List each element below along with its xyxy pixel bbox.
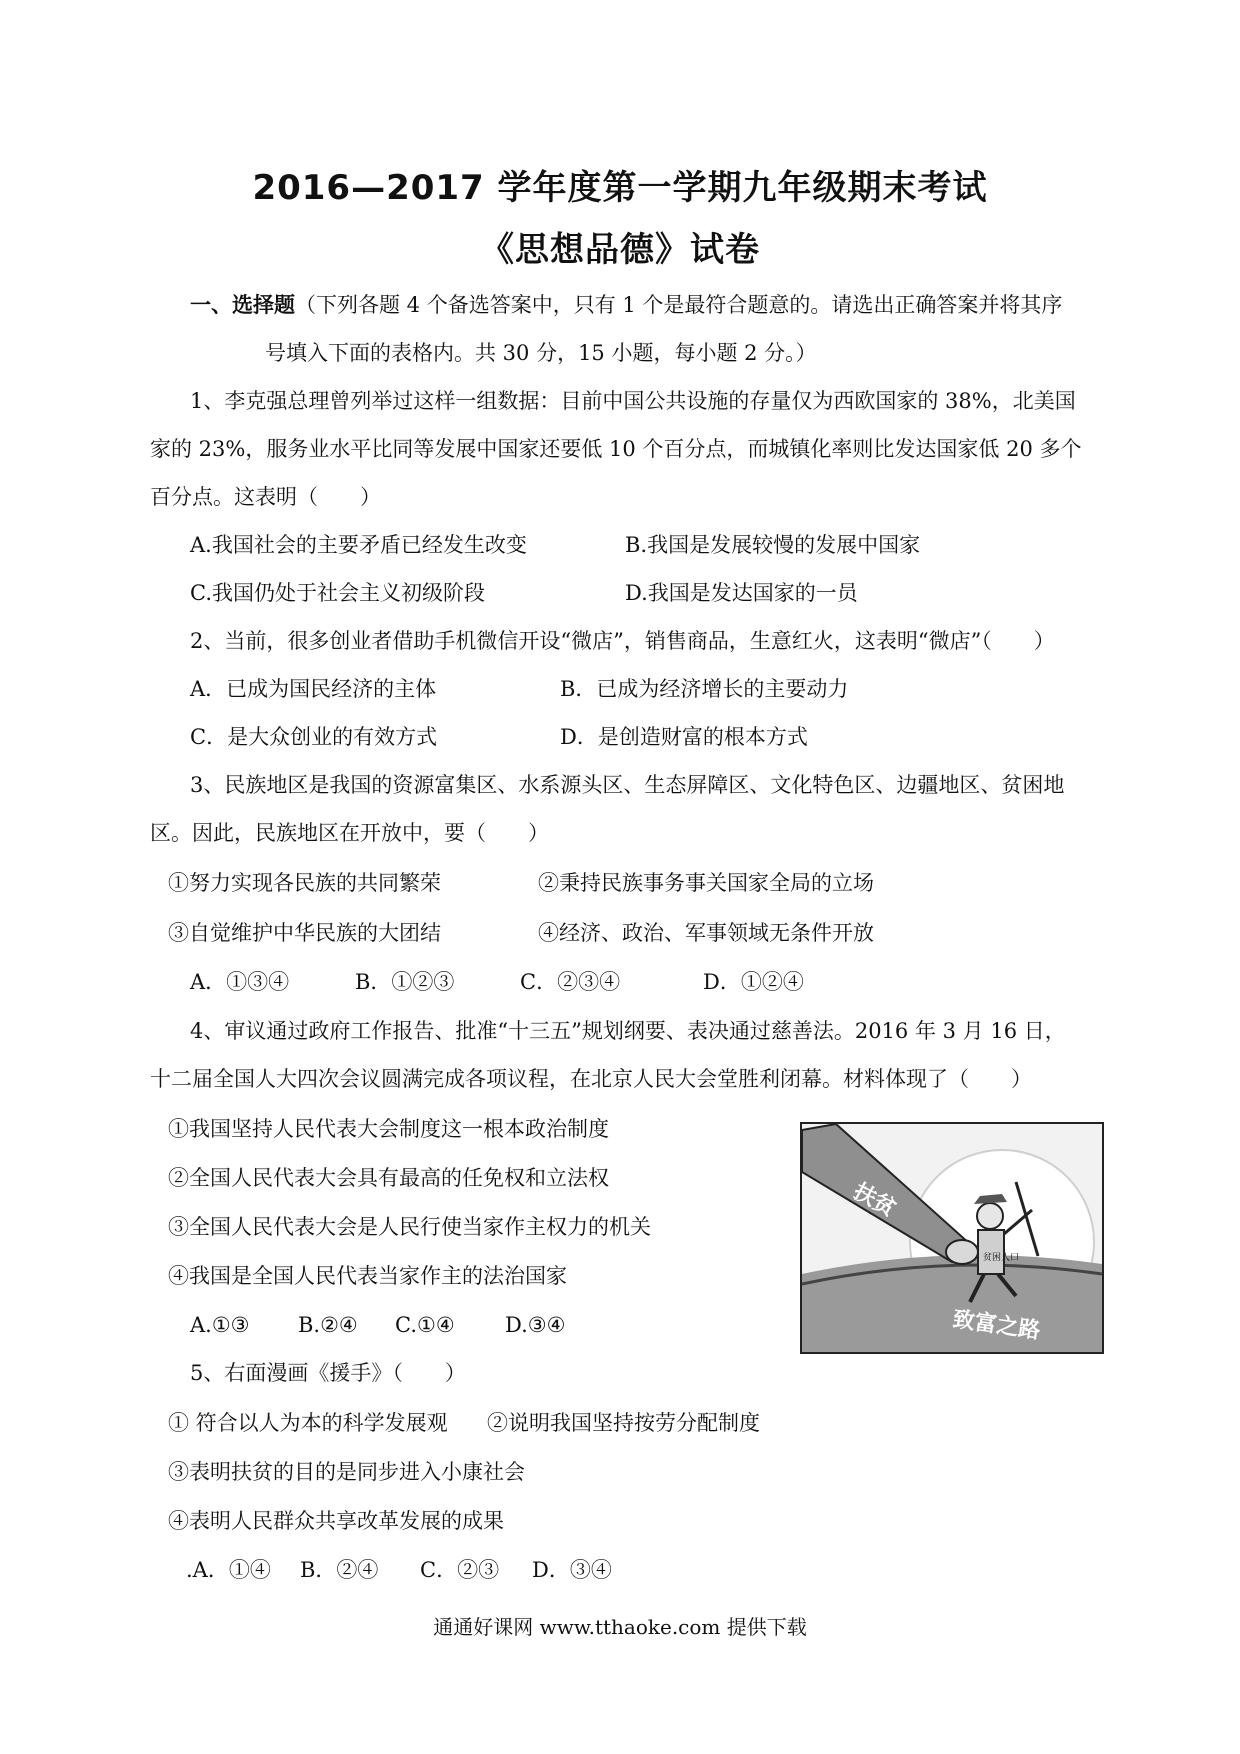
section-heading-line <box>190 290 1062 320</box>
shirt-label: 贫困人口 <box>983 1253 1020 1263</box>
q5-statement-4: ④表明人民群众共享改革发展的成果 <box>168 1509 504 1533</box>
q5-statement-2: ②说明我国坚持按劳分配制度 <box>487 1411 760 1435</box>
q3-statement-1: ①努力实现各民族的共同繁荣 <box>168 871 441 895</box>
footer-credit: 通通好课网 www.tthaoke.com 提供下载 <box>433 1615 807 1639</box>
road-label: 致富之路 <box>951 1307 1042 1345</box>
q1-text-1: 1、李克强总理曾列举过这样一组数据：目前中国公共设施的存量仅为西欧国家的 38%，北美国 <box>190 389 1076 413</box>
q4-statement-3: ③全国人民代表大会是人民行使当家作主权力的机关 <box>168 1215 651 1239</box>
q4-text-1: 4、审议通过政府工作报告、批准“十三五”规划纲要、表决通过慈善法。2016 年 3 月 16 日， <box>190 1019 1066 1043</box>
q1-option-d: D.我国是发达国家的一员 <box>625 581 858 605</box>
q2-option-c: C．是大众创业的有效方式 <box>190 725 438 749</box>
person-body <box>978 1230 1004 1274</box>
person-head <box>977 1203 1003 1229</box>
q3-option-d: D．①②④ <box>703 970 804 994</box>
q5-option-c: C．②③ <box>420 1558 500 1582</box>
q4-option-b: B.②④ <box>298 1313 358 1337</box>
cartoon-drawing <box>802 1124 1102 1352</box>
hand-shape <box>946 1240 978 1264</box>
q5-option-b: B．②④ <box>300 1558 379 1582</box>
q1-option-b: B.我国是发展较慢的发展中国家 <box>625 533 921 557</box>
q2-option-a: A．已成为国民经济的主体 <box>190 677 437 701</box>
q4-option-d: D.③④ <box>505 1313 566 1337</box>
q3-statement-3: ③自觉维护中华民族的大团结 <box>168 921 441 945</box>
q1-option-a: A.我国社会的主要矛盾已经发生改变 <box>190 533 527 557</box>
cartoon-image <box>800 1122 1104 1354</box>
q5-statement-1: ① 符合以人为本的科学发展观 <box>168 1411 448 1435</box>
q3-option-b: B．①②③ <box>355 970 455 994</box>
page-subtitle: 《思想品德》试卷 <box>480 230 760 270</box>
q4-option-a: A.①③ <box>190 1313 250 1337</box>
q5-option-a: .A．①④ <box>186 1558 271 1582</box>
q2-option-d: D．是创造财富的根本方式 <box>560 725 808 749</box>
q3-option-a: A．①③④ <box>190 970 290 994</box>
q2-text-1: 2、当前，很多创业者借助手机微信开设“微店”，销售商品，生意红火，这表明“微店”（ ） <box>190 629 1055 653</box>
q4-statement-4: ④我国是全国人民代表当家作主的法治国家 <box>168 1264 567 1288</box>
page-title: 2016—2017 学年度第一学期九年级期末考试 <box>252 168 988 208</box>
q5-option-d: D．③④ <box>532 1558 612 1582</box>
q4-statement-2: ②全国人民代表大会具有最高的任免权和立法权 <box>168 1166 609 1190</box>
q2-option-b: B．已成为经济增长的主要动力 <box>560 677 849 701</box>
section-heading: 一、选择题 <box>190 293 295 317</box>
q1-text-3: 百分点。这表明（ ） <box>150 485 381 509</box>
q3-statement-2: ②秉持民族事务事关国家全局的立场 <box>538 871 874 895</box>
q3-statement-4: ④经济、政治、军事领域无条件开放 <box>538 921 874 945</box>
section-instructions-1: （下列各题 4 个备选答案中，只有 1 个是最符合题意的。请选出正确答案并将其序 <box>295 293 1063 317</box>
q4-statement-1: ①我国坚持人民代表大会制度这一根本政治制度 <box>168 1117 609 1141</box>
section-instructions-2: 号填入下面的表格内。共 30 分，15 小题，每小题 2 分。） <box>265 341 817 365</box>
q3-text-2: 区。因此，民族地区在开放中，要（ ） <box>150 821 549 845</box>
q4-option-c: C.①④ <box>395 1313 455 1337</box>
q4-text-2: 十二届全国人大四次会议圆满完成各项议程，在北京人民大会堂胜利闭幕。材料体现了（ ） <box>150 1067 1032 1091</box>
q3-option-c: C．②③④ <box>520 970 621 994</box>
arm-label: 扶贫 <box>849 1179 900 1222</box>
q1-option-c: C.我国仍处于社会主义初级阶段 <box>190 581 485 605</box>
q1-text-2: 家的 23%，服务业水平比同等发展中国家还要低 10 个百分点，而城镇化率则比发达国家低 20 多个 <box>150 437 1082 461</box>
q5-text-1: 5、右面漫画《援手》（ ） <box>190 1361 466 1385</box>
q5-statement-3: ③表明扶贫的目的是同步进入小康社会 <box>168 1460 525 1484</box>
q3-text-1: 3、民族地区是我国的资源富集区、水系源头区、生态屏障区、文化特色区、边疆地区、贫困地 <box>190 773 1065 797</box>
